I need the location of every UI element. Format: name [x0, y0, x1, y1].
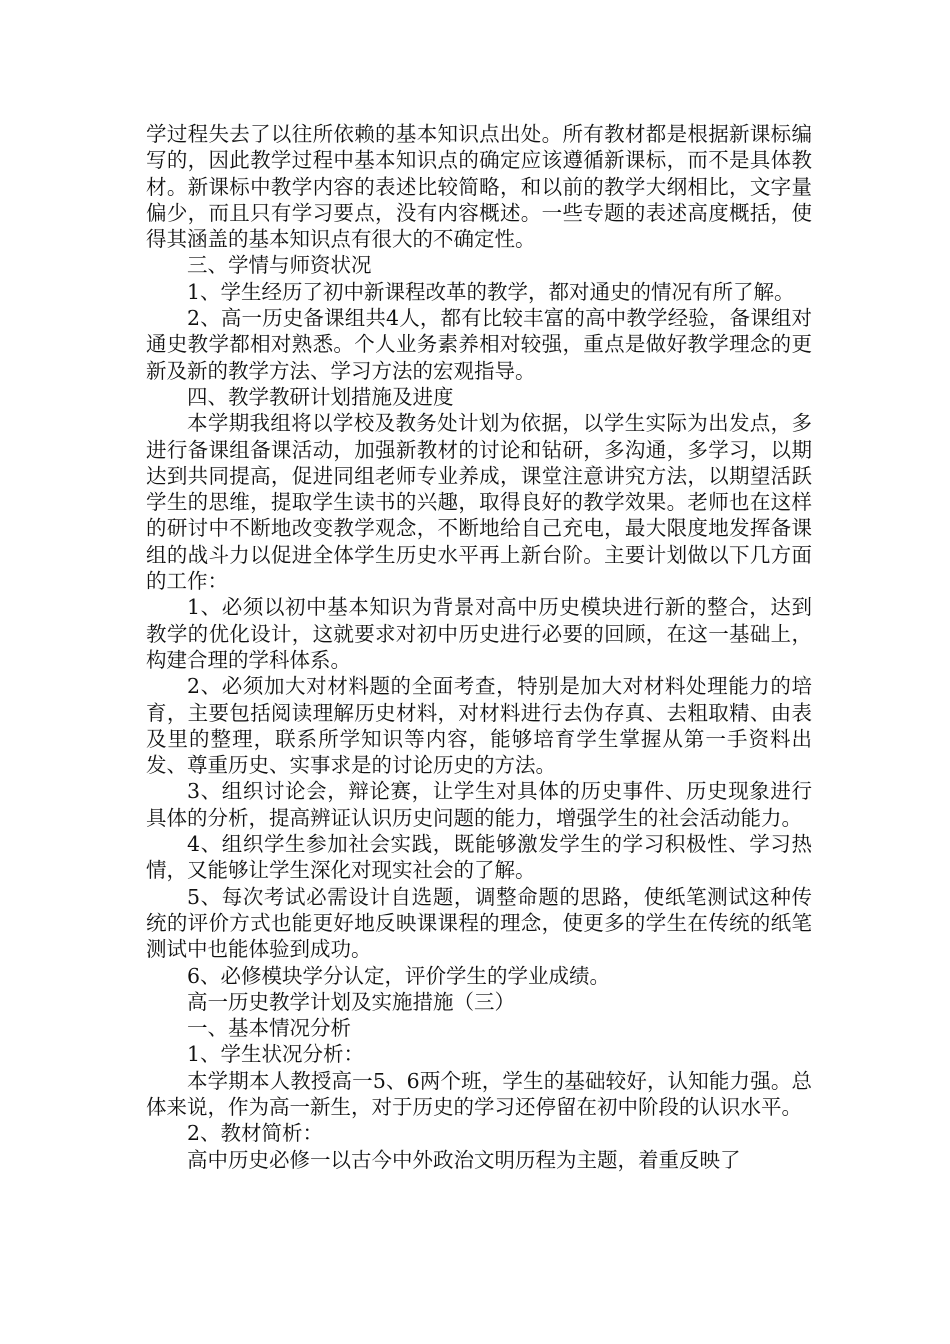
paragraph-textbook-analysis: 高中历史必修一以古今中外政治文明历程为主题，着重反映了: [187, 1147, 741, 1172]
section-heading-3: 三、学情与师资状况: [187, 253, 372, 278]
paragraph-item-2: 2、高一历史备课组共4人，都有比较丰富的高中教学经验，备课组对通史教学都相对熟悉。个人业务素养相对较强，重点是做好教学理念的更新及新的教学方法、学习方法的宏观指导。: [146, 306, 812, 383]
paragraph-student-analysis: 本学期本人教授高一5、6两个班，学生的基础较好，认知能力强。总体来说，作为高一新生，对于历史的学习还停留在初中阶段的认识水平。: [146, 1068, 812, 1119]
paragraph-plan-4: 4、组织学生参加社会实践，既能够激发学生的学习积极性、学习热情，又能够让学生深化对现实社会的了解。: [146, 832, 812, 883]
section-heading-1: 一、基本情况分析: [187, 1016, 351, 1041]
paragraph-plan-intro: 本学期我组将以学校及教务处计划为依据，以学生实际为出发点，多进行备课组备课活动，加强新教材的讨论和钻研，多沟通，多学习，以期达到共同提高，促进同组老师专业养成，课堂注意讲究方法，以期望活跃学生的思维，提取学生读书的兴趣，取得良好的教学效果。老师也在这样的研讨中不断地改变教学观念，不断地给自己充电，最大限度地发挥备课组的战斗力以促进全体学生历史水平再上新台阶。主要计划做以下几方面的工作：: [146, 411, 812, 594]
paragraph-continuation: 学过程失去了以往所依赖的基本知识点出处。所有教材都是根据新课标编写的，因此教学过程中基本知识点的确定应该遵循新课标，而不是具体教材。新课标中教学内容的表述比较简略，和以前的教学大纲相比，文字量偏少，而且只有学习要点，没有内容概述。一些专题的表述高度概括，使得其涵盖的基本知识点有很大的不确定性。: [146, 122, 812, 252]
subheading-student-analysis: 1、学生状况分析：: [187, 1042, 365, 1067]
subheading-textbook-analysis: 2、教材简析：: [187, 1121, 324, 1146]
paragraph-plan-3: 3、组织讨论会，辩论赛，让学生对具体的历史事件、历史现象进行具体的分析，提高辨证认识历史问题的能力，增强学生的社会活动能力。: [146, 779, 812, 830]
paragraph-plan-6: 6、必修模块学分认定，评价学生的学业成绩。: [187, 963, 611, 988]
document-subtitle: 高一历史教学计划及实施措施（三）: [187, 989, 515, 1014]
paragraph-plan-5: 5、每次考试必需设计自选题，调整命题的思路，使纸笔测试这种传统的评价方式也能更好地反映课课程的理念，使更多的学生在传统的纸笔测试中也能体验到成功。: [146, 884, 812, 962]
paragraph-item-1: 1、学生经历了初中新课程改革的教学，都对通史的情况有所了解。: [187, 279, 795, 304]
paragraph-plan-1: 1、必须以初中基本知识为背景对高中历史模块进行新的整合，达到教学的优化设计，这就要求对初中历史进行必要的回顾，在这一基础上，构建合理的学科体系。: [146, 595, 812, 672]
section-heading-4: 四、教学教研计划措施及进度: [187, 384, 454, 409]
document-body: [146, 121, 812, 1173]
paragraph-plan-2: 2、必须加大对材料题的全面考查，特别是加大对材料处理能力的培育，主要包括阅读理解历史材料，对材料进行去伪存真、去粗取精、由表及里的整理，联系所学知识等内容，能够培育学生掌握从第一手资料出发、尊重历史、实事求是的讨论历史的方法。: [146, 674, 812, 778]
